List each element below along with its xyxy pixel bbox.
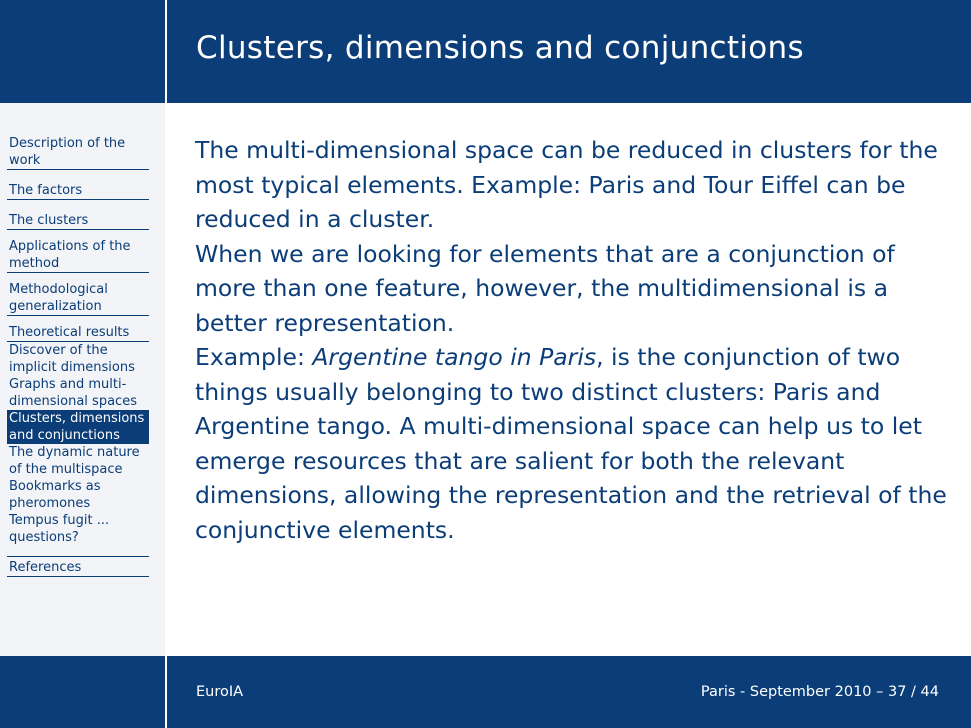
nav-subitem-tempus-fugit[interactable]: Tempus fugit ... questions? bbox=[7, 512, 149, 557]
nav-item-methodological[interactable]: Methodological generalization bbox=[7, 281, 149, 316]
slide-footer bbox=[167, 656, 971, 728]
footer-event: EuroIA bbox=[196, 684, 244, 700]
sidebar-header-band bbox=[0, 0, 165, 103]
section-navigation bbox=[7, 135, 149, 577]
example-emphasis: Argentine tango in Paris bbox=[312, 343, 597, 371]
nav-subitem-graphs[interactable]: Graphs and multi-dimensional spaces bbox=[9, 377, 137, 409]
paragraph-clusters: The multi-dimensional space can be reduced in clusters for the most typical elements. Example: Paris and Tour Eiffel can be reduced in a cluster. bbox=[195, 136, 938, 233]
nav-subitem-dynamic-nature[interactable]: The dynamic nature of the multispace bbox=[9, 445, 140, 477]
nav-item-factors[interactable]: The factors bbox=[7, 182, 149, 200]
nav-subitem-clusters-dimensions[interactable]: Clusters, dimensions and conjunctions bbox=[7, 410, 149, 444]
slide-title: Clusters, dimensions and conjunctions bbox=[196, 30, 804, 66]
paragraph-example bbox=[195, 340, 955, 547]
slide-body bbox=[195, 133, 955, 547]
nav-item-applications[interactable]: Applications of the method bbox=[7, 238, 149, 273]
sidebar-footer-band bbox=[0, 656, 165, 728]
example-text: , is the conjunction of two things usually belonging to two distinct clusters: Paris and Argentine tango. A multi-dimensional space can help us to let emerge resources that are salient for both the relevant dimensions, allowing the representation and the retrieval of the conjunctive elements. bbox=[195, 343, 947, 544]
nav-item-description[interactable]: Description of the work bbox=[7, 135, 149, 170]
vertical-divider bbox=[165, 0, 167, 728]
nav-item-theoretical-results[interactable]: Theoretical results bbox=[7, 324, 149, 342]
nav-item-clusters[interactable]: The clusters bbox=[7, 212, 149, 230]
nav-subitem-implicit-dimensions[interactable]: Discover of the implicit dimensions bbox=[9, 343, 135, 375]
example-prefix: Example: bbox=[195, 343, 313, 371]
slide-header bbox=[167, 0, 971, 103]
nav-item-references[interactable]: References bbox=[7, 559, 149, 577]
footer-page-info: Paris - September 2010 – 37 / 44 bbox=[700, 684, 939, 700]
nav-subitem-bookmarks[interactable]: Bookmarks as pheromones bbox=[9, 479, 101, 511]
paragraph-conjunction: When we are looking for elements that are a conjunction of more than one feature, however, the multidimensional is a better representation. bbox=[195, 239, 895, 337]
